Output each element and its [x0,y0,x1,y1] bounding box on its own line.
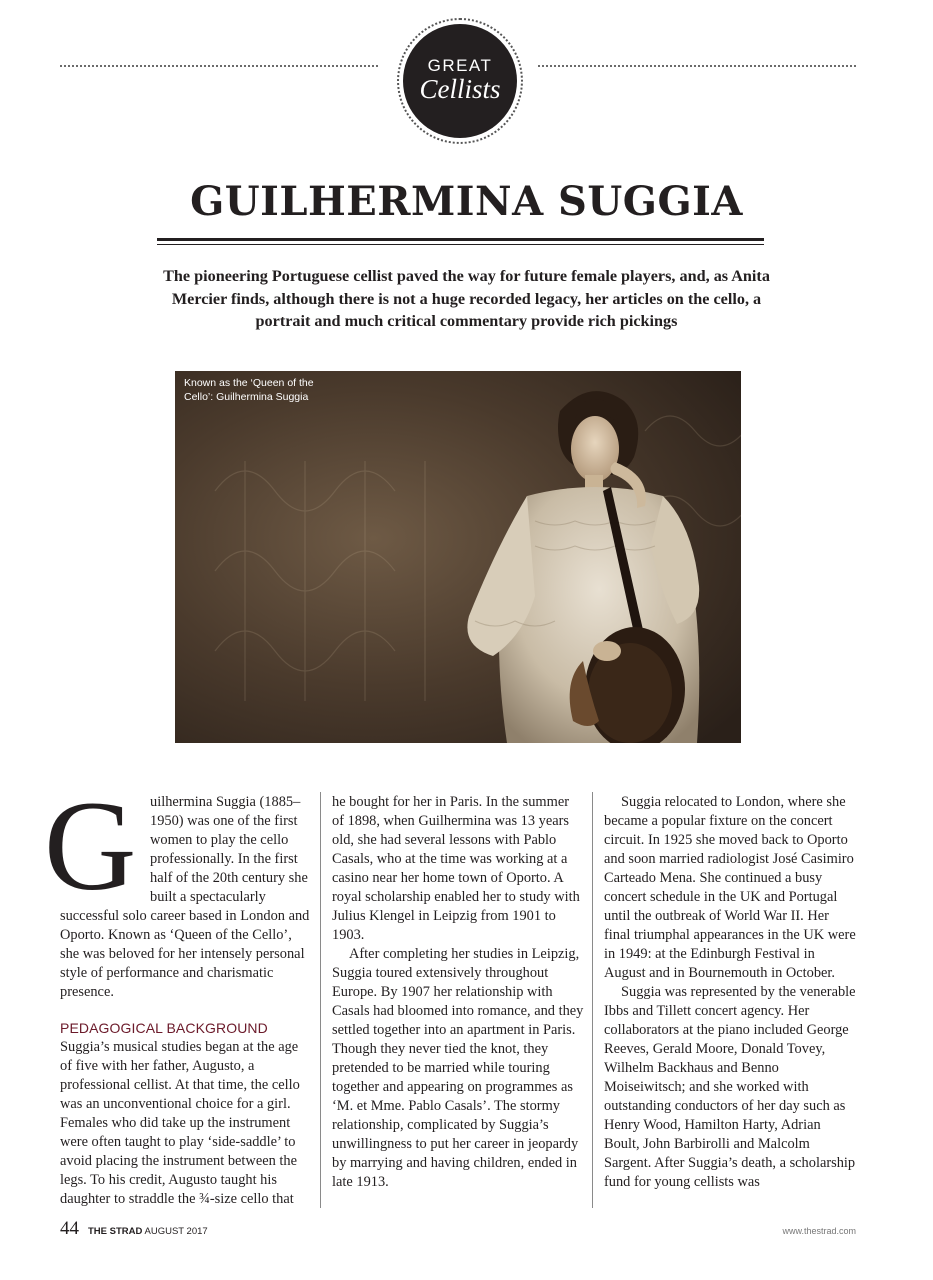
header-dotted-rule-left [60,65,378,67]
standfirst: The pioneering Portuguese cellist paved the way for future female players, and, as Anita Mercier finds, although there is not a huge recorded legacy, her articles on the cello, a portrait and much critical commentary provide rich pickings [163,267,770,330]
title-rule-thick [157,238,764,241]
body-paragraph: Suggia relocated to London, where she became a popular fixture on the concert circuit. In 1925 she moved back to Oporto and soon married radiologist José Casimiro Carteado Mena. She continued a busy concert schedule in the UK and Portugal until the outbreak of World War II. Her final triumphal appearances in the UK were in 1949: at the Edinburgh Festival in August and in Bournemouth in October. [604,794,856,981]
magazine-name: THE STRAD [88,1226,143,1237]
body-paragraph: Suggia was represented by the venerable Ibbs and Tillett concert agency. Her collaborators at the piano included George Reeves, Gerald Moore, Donald Tovey, Wilhelm Backhaus and Benno Moiseiwitsch; and she worked with outstanding conductors of her day such as Henry Wood, Hamilton Harty, Adrian Boult, John Barbirolli and Malcolm Sargent. After Suggia’s death, a scholarship fund for young cellists was [604,984,856,1190]
column-divider [592,792,593,1208]
body-column-1 [44,775,312,1209]
body-column-3 [604,793,856,1192]
badge-circle [403,24,517,138]
magazine-credit [88,1226,208,1237]
article-title: GUILHERMINA SUGGIA [190,178,743,225]
body-paragraph: he bought for her in Paris. In the summer of 1898, when Guilhermina was 13 years old, she had several lessons with Pablo Casals, who at the time was working at a casino near her home town of Oporto. A royal scholarship enabled her to study with Julius Klengel in Leipzig from 1901 to 1903. [332,794,580,943]
body-paragraph: After completing her studies in Leipzig, Suggia toured extensively throughout Europe. By 1907 her relationship with Casals had bloomed into romance, and they settled together into an apartment in Paris. Though they never tied the knot, they pretended to be married while touring together and appearing on programmes as ‘M. et Mme. Pablo Casals’. The stormy relationship, complicated by Suggia’s unwillingness to put her career in jeopardy by marrying and having children, ended in late 1913. [332,946,584,1190]
great-cellists-badge [397,18,523,144]
page-number: 44 [60,1218,79,1239]
intro-paragraph: uilhermina Suggia (1885–1950) was one of the first women to play the cello professionally. In the first half of the 20th century she built a spectacularly successful solo career based in London and Oporto. Known as ‘Queen of the Cello’, she was beloved for her intensely personal style of performance and charismatic presence. [60,794,310,1000]
section-subhead: PEDAGOGICAL BACKGROUND [60,1020,268,1036]
website-link[interactable]: www.thestrad.com [782,1226,856,1236]
header-dotted-rule-right [538,65,856,67]
badge-label-bottom: Cellists [419,74,501,104]
portrait-photo [175,371,741,743]
title-rule-thin [157,244,764,245]
body-column-2 [332,793,584,1192]
portrait-illustration [175,371,741,743]
column-divider [320,792,321,1208]
drop-cap: G [44,775,137,917]
body-paragraph: Suggia’s musical studies began at the age of five with her father, Augusto, a professional cellist. At that time, the cello was an unconventional choice for a girl. Females who did take up the instrument were often taught to play ‘side-saddle’ to avoid placing the instrument between the legs. To his credit, Augusto taught his daughter to straddle the ¾-size cello that [60,1039,300,1207]
badge-label-top: GREAT [427,56,493,75]
issue-date: AUGUST 2017 [144,1226,208,1237]
photo-caption: Known as the ‘Queen of the Cello’: Guilhermina Suggia [184,377,314,403]
